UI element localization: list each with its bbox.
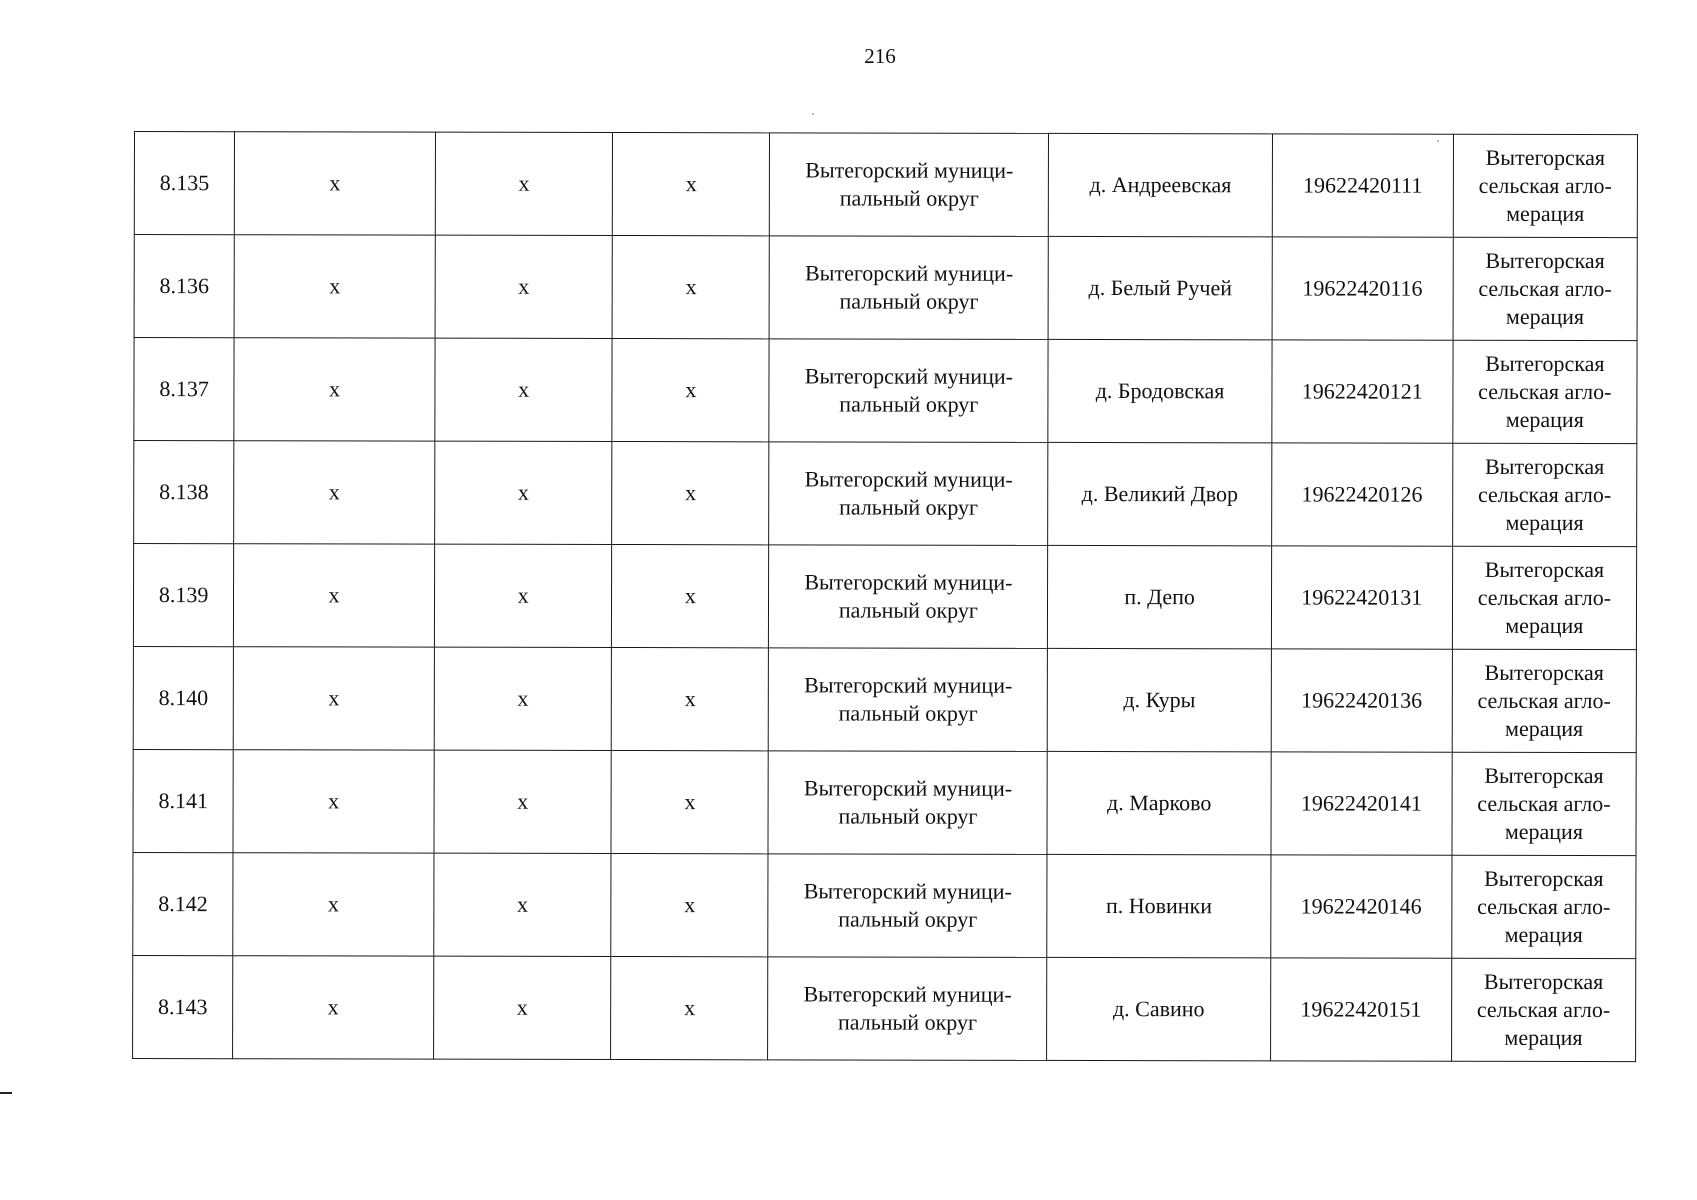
x-mark-cell: x	[233, 750, 434, 853]
oktmo-code-cell: 19622420126	[1271, 443, 1452, 546]
table-row	[133, 955, 1636, 1061]
row-number-cell: 8.143	[133, 955, 233, 1058]
district-cell: Вытегорский муници-пальный округ	[769, 545, 1048, 649]
x-mark-cell: x	[612, 648, 769, 751]
table-body	[133, 132, 1638, 1062]
district-cell: Вытегорский муници-пальный округ	[768, 751, 1047, 855]
oktmo-code-cell: 19622420141	[1271, 752, 1452, 855]
scan-speck	[812, 113, 814, 115]
x-mark-cell: x	[435, 132, 613, 235]
margin-mark	[0, 1092, 12, 1094]
scan-speck	[1437, 140, 1439, 142]
row-number-cell: 8.138	[134, 441, 234, 544]
settlement-cell: д. Куры	[1048, 648, 1272, 751]
x-mark-cell: x	[235, 132, 436, 235]
row-number-cell: 8.135	[134, 132, 234, 235]
table-row	[134, 235, 1637, 341]
district-cell: Вытегорский муници-пальный округ	[769, 236, 1048, 340]
x-mark-cell: x	[234, 338, 435, 441]
settlement-cell: д. Андреевская	[1049, 133, 1273, 236]
agglomeration-cell: Вытегорская сельская агло-мерация	[1453, 340, 1637, 443]
x-mark-cell: x	[233, 956, 434, 1059]
x-mark-cell: x	[435, 338, 613, 441]
table-row	[133, 852, 1636, 958]
x-mark-cell: x	[611, 957, 768, 1060]
agglomeration-cell: Вытегорская сельская агло-мерация	[1453, 237, 1637, 340]
table-container	[132, 131, 1638, 1062]
x-mark-cell: x	[233, 853, 434, 956]
agglomeration-cell: Вытегорская сельская агло-мерация	[1452, 443, 1636, 546]
settlement-cell: п. Новинки	[1047, 854, 1271, 957]
x-mark-cell: x	[234, 441, 435, 544]
row-number-cell: 8.137	[134, 338, 234, 441]
x-mark-cell: x	[611, 854, 768, 957]
agglomeration-cell: Вытегорская сельская агло-мерация	[1452, 855, 1636, 958]
x-mark-cell: x	[435, 235, 613, 338]
agglomeration-cell: Вытегорская сельская агло-мерация	[1452, 546, 1636, 649]
oktmo-code-cell: 19622420116	[1272, 237, 1453, 340]
x-mark-cell: x	[612, 339, 769, 442]
settlement-cell: п. Депо	[1048, 545, 1272, 648]
district-cell: Вытегорский муници-пальный округ	[769, 648, 1048, 752]
oktmo-code-cell: 19622420136	[1271, 649, 1452, 752]
page-number: 216	[864, 44, 896, 68]
x-mark-cell: x	[612, 442, 769, 545]
row-number-cell: 8.136	[134, 235, 234, 338]
district-cell: Вытегорский муници-пальный округ	[769, 442, 1048, 546]
x-mark-cell: x	[433, 956, 611, 1059]
x-mark-cell: x	[612, 545, 769, 648]
settlement-cell: д. Великий Двор	[1048, 442, 1272, 545]
oktmo-code-cell: 19622420131	[1271, 546, 1452, 649]
settlement-cell: д. Марково	[1047, 751, 1271, 854]
oktmo-code-cell: 19622420146	[1271, 855, 1452, 958]
agglomeration-cell: Вытегорская сельская агло-мерация	[1451, 958, 1635, 1061]
settlement-cell: д. Бродовская	[1048, 339, 1272, 442]
oktmo-code-cell: 19622420111	[1272, 134, 1453, 237]
district-cell: Вытегорский муници-пальный округ	[768, 957, 1047, 1061]
x-mark-cell: x	[434, 853, 612, 956]
settlement-cell: д. Белый Ручей	[1048, 236, 1272, 339]
district-cell: Вытегорский муници-пальный округ	[769, 339, 1048, 443]
x-mark-cell: x	[234, 235, 435, 338]
district-cell: Вытегорский муници-пальный округ	[770, 133, 1049, 237]
table-row	[133, 749, 1636, 855]
table-row	[134, 441, 1637, 547]
table-row	[133, 544, 1636, 650]
oktmo-code-cell: 19622420121	[1272, 340, 1453, 443]
district-cell: Вытегорский муници-пальный округ	[768, 854, 1047, 958]
row-number-cell: 8.139	[133, 544, 233, 647]
x-mark-cell: x	[234, 544, 435, 647]
agglomeration-cell: Вытегорская сельская агло-мерация	[1452, 649, 1636, 752]
row-number-cell: 8.140	[133, 646, 233, 749]
x-mark-cell: x	[434, 750, 612, 853]
oktmo-code-cell: 19622420151	[1270, 958, 1451, 1061]
table-row	[133, 646, 1636, 752]
x-mark-cell: x	[434, 441, 612, 544]
agglomeration-cell: Вытегорская сельская агло-мерация	[1453, 134, 1637, 237]
agglomeration-cell: Вытегорская сельская агло-мерация	[1452, 752, 1636, 855]
x-mark-cell: x	[611, 751, 768, 854]
x-mark-cell: x	[434, 647, 612, 750]
x-mark-cell: x	[613, 133, 770, 236]
x-mark-cell: x	[233, 647, 434, 750]
x-mark-cell: x	[613, 236, 770, 339]
table-row	[134, 132, 1637, 238]
row-number-cell: 8.141	[133, 749, 233, 852]
x-mark-cell: x	[434, 544, 612, 647]
settlements-table	[132, 131, 1638, 1062]
settlement-cell: д. Савино	[1047, 957, 1271, 1060]
row-number-cell: 8.142	[133, 852, 233, 955]
table-row	[134, 338, 1637, 444]
